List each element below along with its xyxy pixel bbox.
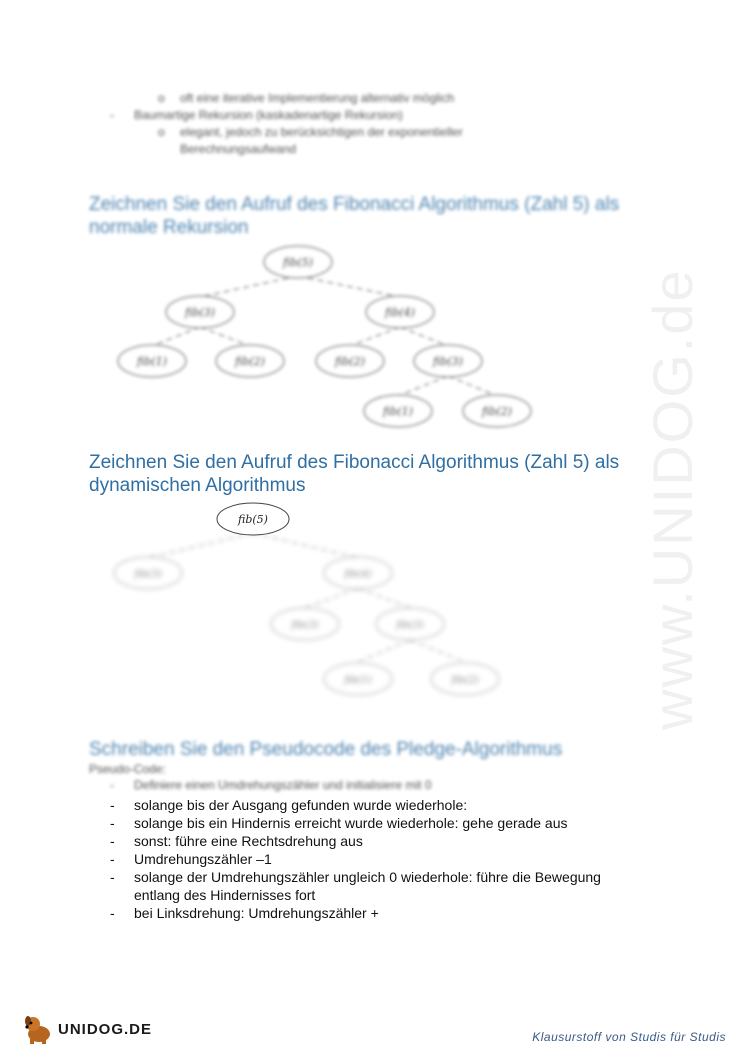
list-dash: - (110, 869, 115, 885)
list-item-text (134, 868, 601, 904)
dog-mascot-icon (22, 1012, 56, 1046)
tree-edge (410, 640, 465, 662)
list-item-line: entlang des Hindernisses fort (134, 887, 316, 903)
tree-node-label: fib(3) (134, 569, 162, 580)
list-item (110, 832, 670, 850)
list-dash: - (110, 905, 115, 921)
tree-edge (358, 640, 410, 662)
recursion-tree-diagram (0, 0, 750, 440)
bullet-marker: - (110, 108, 114, 122)
tree-node-label: fib(3) (185, 306, 215, 319)
pseudo-first-item (110, 778, 432, 792)
list-item-text: solange bis der Ausgang gefunden wurde wiederhole: (134, 797, 468, 813)
bullet-text: Baumartige Rekursion (kaskadenartige Rekursion) (134, 108, 403, 122)
list-item-text: Umdrehungszähler –1 (134, 851, 272, 867)
list-item-line: solange der Umdrehungszähler ungleich 0 wiederhole: führe die Bewegung (134, 869, 601, 885)
tree-edge (358, 588, 410, 608)
list-item (110, 868, 670, 904)
pseudo-code-label: Pseudo-Code: (89, 762, 166, 776)
list-dash: - (110, 851, 115, 867)
tree-node-label: fib(3) (396, 620, 424, 631)
bullet-text: oft eine iterative Implementierung alternativ möglich (180, 91, 455, 105)
tree-edge (398, 376, 448, 396)
list-item (110, 814, 670, 832)
tree-edge (253, 533, 358, 558)
pseudo-code-list (110, 796, 670, 922)
tree-edge (448, 376, 497, 396)
footer-logo[interactable] (22, 1012, 152, 1046)
list-item (110, 796, 670, 814)
tree-node-label: fib(1) (344, 675, 372, 686)
tree-node-label: fib(2) (482, 405, 512, 418)
heading-line: Zeichnen Sie den Aufruf des Fibonacci Algorithmus (Zahl 5) als (89, 452, 620, 473)
list-item-text: solange bis ein Hindernis erreicht wurde wiederhole: gehe gerade aus (134, 815, 568, 831)
list-item-text: Definiere einen Umdrehungszähler und initialisiere mit 0 (134, 778, 432, 792)
bullet-text: elegant, jedoch zu berücksichtigen der exponentieller (180, 125, 463, 139)
heading-pledge-pseudocode: Schreiben Sie den Pseudocode des Pledge-Algorithmus (89, 739, 563, 760)
tree-node-label: fib(5) (283, 256, 313, 269)
list-dash: - (110, 833, 115, 849)
tree-edge (298, 276, 400, 297)
tree-node-label: fib(2) (235, 355, 265, 368)
tree-edge (350, 327, 400, 346)
logo-text: UNIDOG.DE (58, 1020, 153, 1038)
tree-edge (305, 588, 358, 608)
list-item (110, 904, 670, 922)
bullet-marker: o (158, 125, 165, 139)
list-item-text: bei Linksdrehung: Umdrehungszähler + (134, 905, 379, 921)
tree-node-label: fib(3) (433, 355, 463, 368)
tree-node-label: fib(5) (238, 513, 268, 526)
list-dash: - (110, 815, 115, 831)
tree-node-label: fib(3) (291, 620, 319, 631)
tree-node-label: fib(1) (383, 405, 413, 418)
tree-node-label: fib(1) (137, 355, 167, 368)
list-item-text: sonst: führe eine Rechtsdrehung aus (134, 833, 363, 849)
heading-dynamic-algorithm (89, 451, 709, 497)
tree-node-label: fib(4) (344, 569, 372, 580)
tree-edge (200, 276, 298, 297)
list-item (110, 850, 670, 868)
tree-node-label: fib(4) (385, 306, 415, 319)
heading-line: normale Rekursion (89, 217, 249, 238)
bullet-text: Berechnungsaufwand (180, 142, 297, 156)
heading-line: dynamischen Algorithmus (89, 475, 306, 496)
tree-node-label: fib(2) (451, 675, 479, 686)
tree-edge (148, 533, 253, 558)
list-dash: - (110, 778, 114, 792)
tree-edge (400, 327, 448, 346)
list-dash: - (110, 797, 115, 813)
footer-tagline: Klausurstoff von Studis für Studis (532, 1030, 726, 1044)
dynamic-tree-diagram (0, 500, 750, 720)
tree-edge (152, 327, 200, 346)
tree-node-label: fib(2) (335, 355, 365, 368)
heading-line: Zeichnen Sie den Aufruf des Fibonacci Algorithmus (Zahl 5) als (89, 194, 620, 215)
watermark-text: www.UNIDOG.de (641, 268, 704, 730)
bullet-marker: o (158, 91, 165, 105)
tree-edge (200, 327, 250, 346)
